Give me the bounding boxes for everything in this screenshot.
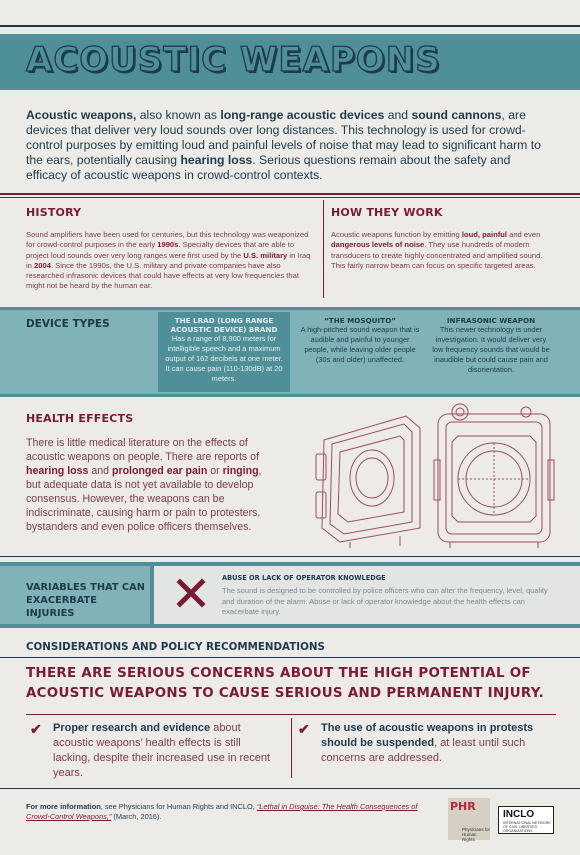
device-infrasonic-title: INFRASONIC WEAPON (446, 316, 536, 325)
history-b1: 1990s (157, 240, 179, 250)
recommendation-1 (53, 721, 275, 781)
phr-name: Physicians for Human Rights (462, 827, 491, 842)
rec1-bold: Proper research and evidence (53, 722, 211, 734)
footer-rule (0, 788, 580, 789)
footer-text-1: , see Physicians for Human Rights and INCLO, (100, 802, 257, 811)
device-lrad (158, 312, 290, 392)
footer-citation (26, 802, 426, 822)
intro-text-2: and (384, 108, 412, 122)
considerations-statement: THERE ARE SERIOUS CONCERNS ABOUT THE HIGH POTENTIAL OF ACOUSTIC WEAPONS TO CAUSE SERIOUS AND PERMANENT INJURY. (26, 666, 544, 701)
device-types-heading: DEVICE TYPES (26, 318, 110, 330)
considerations-heading: CONSIDERATIONS AND POLICY RECOMMENDATIONS (26, 641, 325, 653)
footer-text-2: (March, 2016). (111, 812, 162, 821)
device-mosquito (294, 312, 426, 392)
history-text (26, 230, 316, 292)
device-mosquito-body: A high-pitched sound weapon that is audible and painful to younger people, while leaving older people (30s and older) unaffected. (300, 325, 420, 364)
recommendation-2 (321, 721, 549, 766)
device-lrad-body: Has a range of 8,900 meters for intelligible speech and a maximum output of 162 decibels at one meter. It can cause pain (110-130dB) at 20 meters. (165, 334, 283, 383)
check-icon: ✔ (30, 721, 42, 737)
device-infrasonic (428, 312, 554, 392)
health-t1: There is little medical literature on the effects of acoustic weapons on people. There are reports of (26, 437, 260, 463)
how-b1: loud, painful (461, 230, 507, 239)
variables-rule (0, 556, 580, 557)
top-rule (0, 25, 580, 27)
phr-mark: PHR (450, 800, 476, 813)
how-heading: HOW THEY WORK (331, 206, 443, 219)
considerations-rule (0, 657, 580, 658)
how-b2: dangerous levels of noise (331, 240, 425, 250)
rec1-text: about acoustic weapons’ health effects is still lacking, despite their increased use in recent years. (53, 722, 271, 779)
history-b3: 2004 (34, 260, 51, 270)
how-t1: Acoustic weapons function by emitting (331, 230, 462, 239)
intro-text-4: . Serious questions remain about the safety and efficacy of acoustic weapons in crowd-control contexts. (26, 153, 511, 182)
inclo-sub: INTERNATIONAL NETWORK OF CIVIL LIBERTIES ORGANIZATIONS (503, 821, 551, 834)
history-t4: . Since the 1990s, the U.S. military and private companies have also researched infrasonic devices that could have effects at very low frequencies that might not be heard by the human ear. (26, 260, 299, 291)
intro-text-3: , are devices that deliver very loud sounds over long distances. This technology is used for crowd-control purposes by emitting loud and painful levels of noise that may lead to significant harm to the ears, potentially causing (26, 108, 541, 167)
x-mark-icon (176, 578, 206, 608)
how-text (331, 230, 549, 271)
variables-item-body: The sound is designed to be controlled by police officers who can alter the frequency, level, quality and duration of the alarm. Abuse or lack of operator knowledge about the health effects can exacerbate injury. (222, 586, 548, 616)
column-divider (323, 200, 324, 298)
intro-paragraph (26, 108, 546, 183)
intro-bold-2: long-range acoustic devices (220, 108, 385, 122)
variables-heading: VARIABLES THAT CAN EXACERBATE INJURIES (26, 582, 145, 619)
rec-rule-top (26, 714, 556, 715)
health-text (26, 436, 278, 534)
history-t3: in Iraq in (26, 250, 311, 270)
intro-text-1: also known as (136, 108, 221, 122)
device-infrasonic-body: This newer technology is under investigation. It would deliver very low frequency sounds that would be inaudible but could cause pain and disorientation. (432, 325, 550, 374)
how-t3: . They use hundreds of modern transducers to create highly concentrated and amplified sound. This fairly narrow beam can focus on specific targeted areas. (331, 240, 543, 270)
health-b3: ringing (222, 465, 259, 477)
health-t3: or (207, 465, 223, 477)
rec2-bold: The use of acoustic weapons in protests should be suspended (321, 722, 534, 749)
history-t1: Sound amplifiers have been used for centuries, but this technology was weaponized for crowd-control purposes in the early (26, 230, 309, 250)
lrad-device-illustration (310, 400, 570, 550)
history-t2: . Specialty devices that are able to project loud sounds over very long ranges were first used by the (26, 240, 295, 260)
device-lrad-title: THE LRAD (LONG RANGE ACOUSTIC DEVICE) BRAND (170, 316, 278, 334)
health-b2: prolonged ear pain (111, 465, 208, 477)
report-link[interactable]: “Lethal in Disguise: The Health Consequences of Crowd-Control Weapons,” (26, 802, 418, 821)
history-b2: U.S. military (243, 250, 288, 260)
check-icon: ✔ (298, 721, 310, 737)
rec-divider (291, 718, 292, 778)
health-t2: and (88, 465, 112, 477)
inclo-logo (498, 806, 554, 834)
intro-bold-3: sound cannons (411, 108, 502, 122)
footer-bold: For more information (26, 802, 101, 811)
variables-item-title: ABUSE OR LACK OF OPERATOR KNOWLEDGE (222, 574, 386, 582)
intro-bold-1: Acoustic weapons, (26, 108, 137, 122)
section-rule-1 (0, 193, 580, 195)
section-rule-1b (0, 197, 580, 198)
page-title: ACOUSTIC WEAPONS (26, 40, 441, 80)
intro-bold-4: hearing loss (180, 153, 253, 167)
health-heading: HEALTH EFFECTS (26, 412, 134, 425)
rec2-text: , at least until such concerns are addressed. (321, 737, 526, 764)
device-mosquito-title: “THE MOSQUITO” (324, 316, 396, 325)
health-t4: , but adequate data is not yet available to develop consensus. However, the weapons can be indiscriminate, causing harm or pain to protesters, bystanders and even police officers themselves. (26, 465, 262, 533)
inclo-name: INCLO (503, 809, 535, 820)
how-t2: and even (507, 230, 541, 239)
history-heading: HISTORY (26, 206, 82, 219)
phr-logo (448, 798, 490, 840)
health-b1: hearing loss (26, 465, 89, 477)
